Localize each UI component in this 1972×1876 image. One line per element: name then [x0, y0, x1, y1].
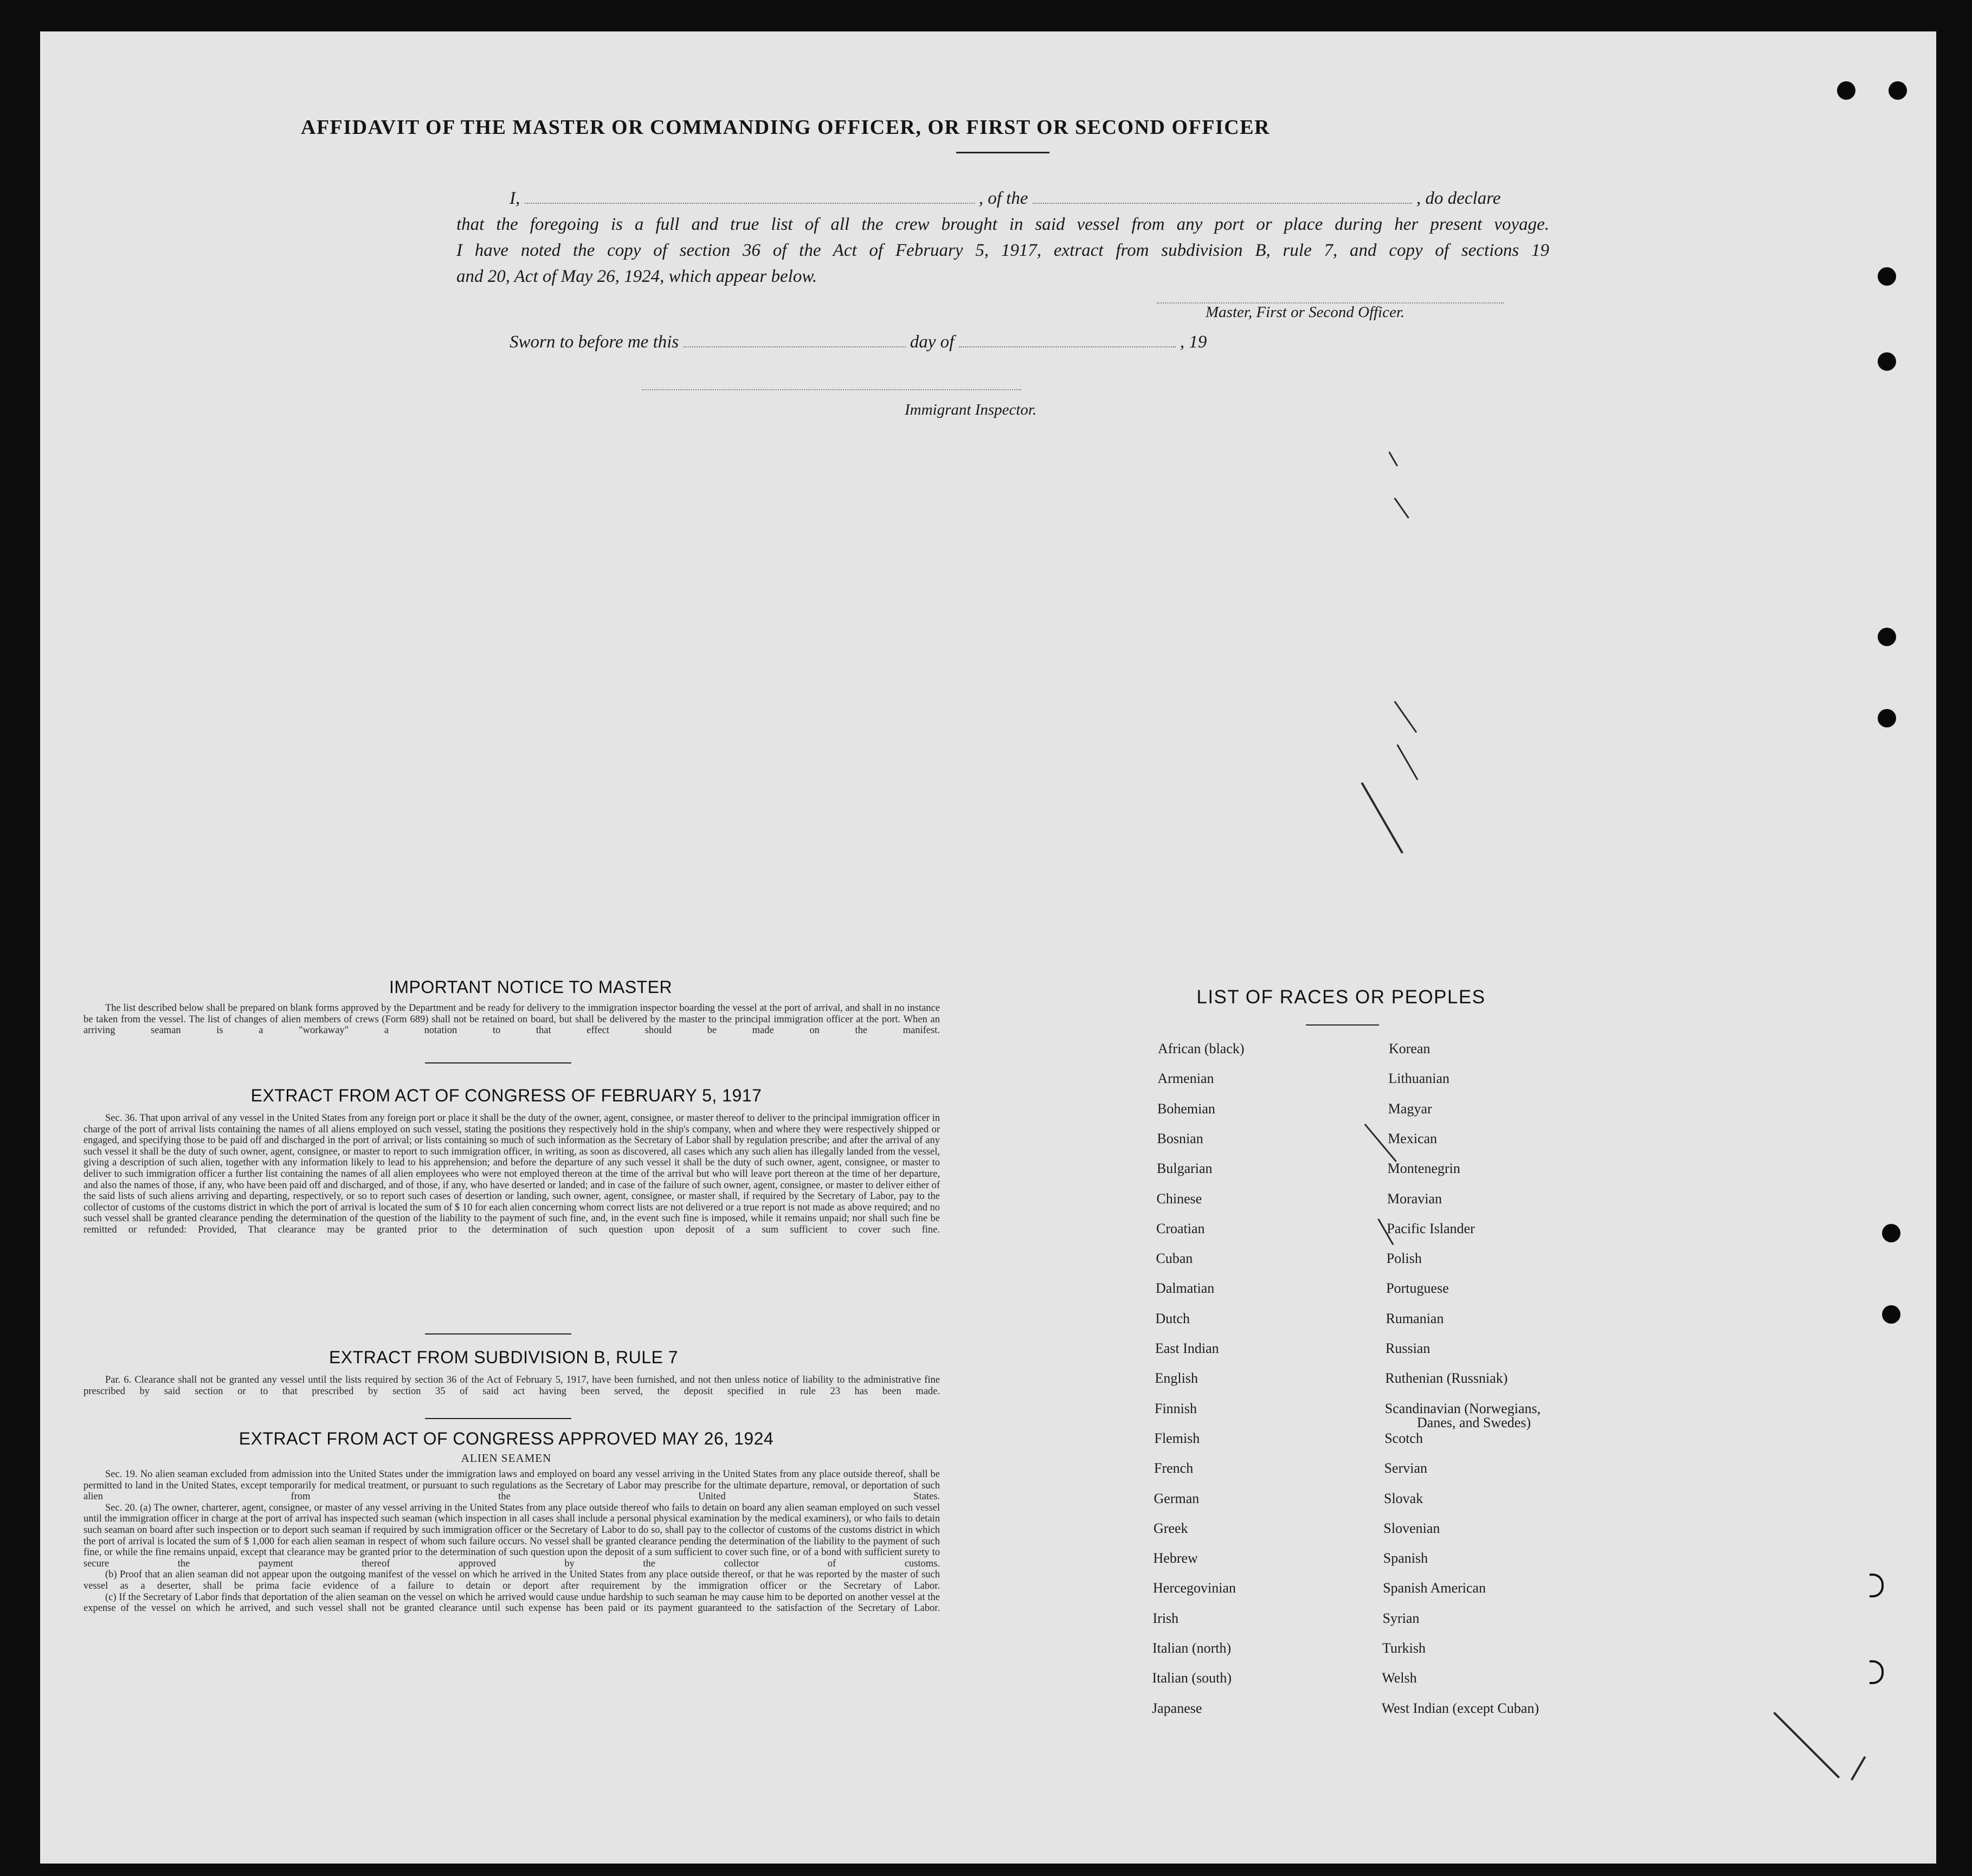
- race-item: Hebrew: [1153, 1550, 1198, 1566]
- race-item: French: [1154, 1460, 1194, 1477]
- race-item: Russian: [1385, 1340, 1430, 1356]
- race-item: Dalmatian: [1156, 1280, 1215, 1297]
- race-item: Bosnian: [1157, 1130, 1203, 1146]
- punch-hole: [1878, 709, 1896, 727]
- race-item: Scandinavian (Norwegians,: [1384, 1400, 1541, 1416]
- races-title-underline: [1306, 1024, 1379, 1026]
- sec20b-paragraph: (b) Proof that an alien seaman did not appear upon the outgoing manifest of the vessel on which he arrived in the United States from any place outside thereof, or that he was reported by the master of such vessel as a deserter, shall be prima facie evidence of a failure to detain or deport after requirement by the immigration officer or the Secretary of Labor.: [83, 1569, 940, 1591]
- race-item: East Indian: [1155, 1340, 1219, 1356]
- race-item: African (black): [1158, 1041, 1245, 1056]
- race-item: Slovenian: [1383, 1520, 1440, 1536]
- declare-label: , do declare: [1416, 189, 1501, 208]
- pencil-mark: [1394, 701, 1417, 733]
- pencil-mark: [1773, 1712, 1840, 1778]
- punch-hole: [1882, 1224, 1900, 1242]
- extract-1917-title: EXTRACT FROM ACT OF CONGRESS OF FEBRUARY 5, 1917: [250, 1086, 762, 1105]
- race-item: Magyar: [1388, 1100, 1432, 1117]
- bleed-through-ghost: [886, 69, 894, 107]
- master-signature-label: Master, First or Second Officer.: [1206, 304, 1405, 321]
- race-item: Moravian: [1387, 1190, 1442, 1207]
- race-item: Pacific Islander: [1387, 1220, 1475, 1236]
- race-item: Spanish: [1383, 1550, 1428, 1566]
- race-item: Servian: [1384, 1460, 1428, 1477]
- race-item: West Indian (except Cuban): [1381, 1700, 1539, 1716]
- sec19-paragraph: Sec. 19. No alien seaman excluded from admission into the United States under the immigration laws and employed on board any vessel arriving in the United States from any place outside thereof, shall be permitted to land in the United States, except temporarily for medical treatment, or pursuant to such regulations as the Secretary of Labor may prescribe for the ultimate departure, removal, or deportation of such alien from the United States.: [83, 1469, 940, 1503]
- race-item: Korean: [1389, 1041, 1430, 1056]
- inspector-signature-line: [642, 389, 1021, 390]
- notice-paragraph: The list described below shall be prepared on blank forms approved by the Department and be ready for delivery to the immigration inspector boarding the vessel at the port of arrival, and shall in no instance be taken from the vessel. The list of changes of alien members of crews (Form 689) shall not be retained on board, but shall be delivered by the master to the principal immigration officer at the port. When an arriving seaman is a "workaway" a notation to that effect should be made on the manifest.: [83, 1003, 940, 1036]
- extract-1924-title: EXTRACT FROM ACT OF CONGRESS APPROVED MAY 26, 1924: [239, 1429, 774, 1448]
- race-item: Croatian: [1156, 1220, 1205, 1236]
- sworn-prefix: Sworn to before me this: [510, 332, 679, 352]
- race-item: Chinese: [1156, 1190, 1202, 1207]
- race-item: Hercegovinian: [1153, 1580, 1236, 1596]
- sec20a-paragraph: Sec. 20. (a) The owner, charterer, agent, consignee, or master of any vessel arriving in the United States from any place outside thereof who fails to detain on board any alien seaman employed on such vessel until the immigration officer in charge at the port of arrival has inspected such seaman (which inspection in all cases shall include a personal physical examination by the medical examiners), or who fails to detain such seaman on board after such inspection or to deport such seaman if required by such immigration officer or the Secretary of Labor to do so, shall pay to the collector of customs of the customs district in which the port of arrival is located the sum of $ 1,000 for each alien seaman in respect of whom such failure occurs. No vessel shall be granted clearance pending the determination of the liability to the payment of such fine, or while the fine remains unpaid, except that clearance may be granted prior to the determination of such question upon the deposit of a sum sufficient to cover such fine, or of a bond with sufficient surety to secure the payment thereof approved by the collector of customs.: [83, 1502, 940, 1569]
- race-item: Polish: [1386, 1250, 1422, 1267]
- extract-1917-text: [83, 1113, 940, 1236]
- race-item: German: [1153, 1490, 1200, 1506]
- year-label: , 19: [1180, 332, 1207, 352]
- punch-hole: [1878, 628, 1896, 646]
- race-item: Greek: [1153, 1520, 1188, 1536]
- punch-hole: [1889, 81, 1907, 100]
- race-item: Flemish: [1154, 1430, 1200, 1446]
- par6-paragraph: Par. 6. Clearance shall not be granted any vessel until the lists required by section 36 of the Act of February 5, 1917, have been furnished, and not then unless notice of liability to the administrative fine prescribed by said section or to that prescribed by section 35 of said act having been served, the deposit specified in rule 23 has been made.: [83, 1375, 940, 1397]
- pencil-mark: [1394, 498, 1409, 519]
- pencil-mark: [1361, 782, 1403, 854]
- day-of-label: day of: [910, 332, 955, 352]
- pencil-mark: [1851, 1756, 1866, 1781]
- race-item: Danes, and Swedes): [1417, 1414, 1531, 1430]
- races-title: LIST OF RACES OR PEOPLES: [1196, 987, 1486, 1008]
- pencil-mark: [1396, 744, 1418, 780]
- punch-hole-partial: [1870, 1660, 1884, 1684]
- race-item: Cuban: [1156, 1250, 1193, 1267]
- affidavit-title: AFFIDAVIT OF THE MASTER OR COMMANDING OFFICER, OR FIRST OR SECOND OFFICER: [301, 116, 1270, 139]
- subdivision-b-title: EXTRACT FROM SUBDIVISION B, RULE 7: [328, 1348, 679, 1367]
- race-item: Syrian: [1382, 1610, 1420, 1626]
- race-item: Italian (north): [1152, 1640, 1232, 1656]
- divider-3: [425, 1418, 571, 1419]
- month-blank: [959, 345, 1176, 347]
- extract-1924-text: [83, 1469, 940, 1614]
- title-underline: [956, 152, 1049, 153]
- race-item: Bohemian: [1157, 1100, 1215, 1117]
- race-item: Portuguese: [1386, 1280, 1449, 1297]
- document-page: [40, 31, 1936, 1864]
- punch-hole: [1837, 81, 1855, 100]
- race-item: Mexican: [1388, 1130, 1438, 1146]
- race-item: Rumanian: [1385, 1310, 1444, 1326]
- affidavit-line4: and 20, Act of May 26, 1924, which appear below.: [456, 267, 817, 286]
- race-item: Japanese: [1152, 1700, 1202, 1716]
- inspector-label: Immigrant Inspector.: [905, 401, 1037, 418]
- punch-hole: [1878, 352, 1896, 371]
- sec36-paragraph: Sec. 36. That upon arrival of any vessel in the United States from any foreign port or place it shall be the duty of the owner, agent, consignee, or master thereof to deliver to the principal immigration officer in charge of the port of arrival lists containing the names of all aliens employed on such vessel, stating the positions they respectively hold in the ship's company, when and where they were respectively shipped or engaged, and specifying those to be paid off and discharged in the port of arrival; or lists containing so much of such information as the Secretary of Labor shall by regulation prescribe; and after the arrival of any such vessel it shall be the duty of such owner, agent, consignee, or master to report to such immigration officer, in writing, as soon as discovered, all cases which any such alien has illegally landed from the vessel, giving a description of such alien, together with any information likely to lead to his apprehension; and before the departure of any such vessel it shall be the duty of such owner, agent, consignee, or master to deliver to such immigration officer a further list containing the names of all alien employees who were not employed thereon at the time of the arrival but who will leave port thereon at the time of her departure, and also the names of those, if any, who have been paid off and discharged, and of those, if any, who have deserted or landed; and in case of the failure of such owner, agent, consignee, or master to deliver either of the said lists of such aliens arriving and departing, respectively, or so to report such cases of desertion or landing, such owner, agent, consignee, or master shall, if required by the Secretary of Labor, pay to the collector of customs of the customs district in which the port of arrival is located the sum of $ 10 for each alien concerning whom correct lists are not delivered or a true report is not made as above required; and no such vessel shall be granted clearance pending the determination of the question of the liability to the payment of such fine, and, in the event such fine is imposed, while it remains unpaid; nor shall such fine be remitted or refunded: Provided, That clearance may be granted prior to the determination of such question upon deposit of a sum sufficient to cover such fine.: [83, 1113, 940, 1235]
- punch-hole: [1878, 267, 1896, 286]
- vessel-blank: [1033, 202, 1412, 204]
- race-item: Turkish: [1382, 1640, 1426, 1656]
- race-item: Welsh: [1382, 1670, 1417, 1686]
- race-item: Scotch: [1384, 1430, 1423, 1446]
- subdivision-b-text: [83, 1375, 940, 1397]
- affidavit-line2: that the foregoing is a full and true list of all the crew brought in said vessel from any port or place during her present voyage.: [456, 215, 1549, 234]
- affidavit-line1: [510, 189, 1549, 209]
- race-item: Ruthenian (Russniak): [1385, 1370, 1508, 1387]
- race-item: Bulgarian: [1157, 1161, 1213, 1177]
- name-blank: [525, 202, 975, 204]
- day-blank: [684, 345, 906, 347]
- punch-hole-partial: [1870, 1574, 1884, 1597]
- race-item: Irish: [1152, 1610, 1179, 1626]
- race-item: Montenegrin: [1387, 1161, 1460, 1177]
- race-item: Dutch: [1155, 1310, 1190, 1326]
- divider-1: [425, 1062, 571, 1063]
- affidavit-line3: I have noted the copy of section 36 of the Act of February 5, 1917, extract from subdivision B, rule 7, and copy of sections 19: [456, 241, 1549, 260]
- punch-hole: [1882, 1305, 1900, 1324]
- race-item: Italian (south): [1152, 1670, 1232, 1686]
- sec20c-paragraph: (c) If the Secretary of Labor finds that deportation of the alien seaman on the vessel on which he arrived would cause undue hardship to such seaman he may cause him to be deported on another vessel at the expense of the vessel on which he arrived, and such vessel shall not be granted clearance until such expense has been paid or its payment guaranteed to the satisfaction of the Secretary of Labor.: [83, 1591, 940, 1614]
- race-item: Finnish: [1155, 1400, 1197, 1416]
- alien-seamen-subtitle: ALIEN SEAMEN: [461, 1452, 552, 1465]
- of-the-label: , of the: [978, 189, 1028, 208]
- race-item: Armenian: [1157, 1071, 1214, 1087]
- race-item: Slovak: [1384, 1490, 1423, 1506]
- race-item: Spanish American: [1383, 1580, 1486, 1596]
- notice-text: [83, 1003, 940, 1036]
- divider-2: [425, 1333, 571, 1335]
- race-item: English: [1155, 1370, 1198, 1387]
- pencil-mark: [1388, 452, 1398, 466]
- race-item: Lithuanian: [1388, 1071, 1450, 1087]
- notice-title: IMPORTANT NOTICE TO MASTER: [389, 977, 673, 997]
- i-label: I,: [510, 189, 520, 208]
- sworn-line: [510, 332, 1207, 352]
